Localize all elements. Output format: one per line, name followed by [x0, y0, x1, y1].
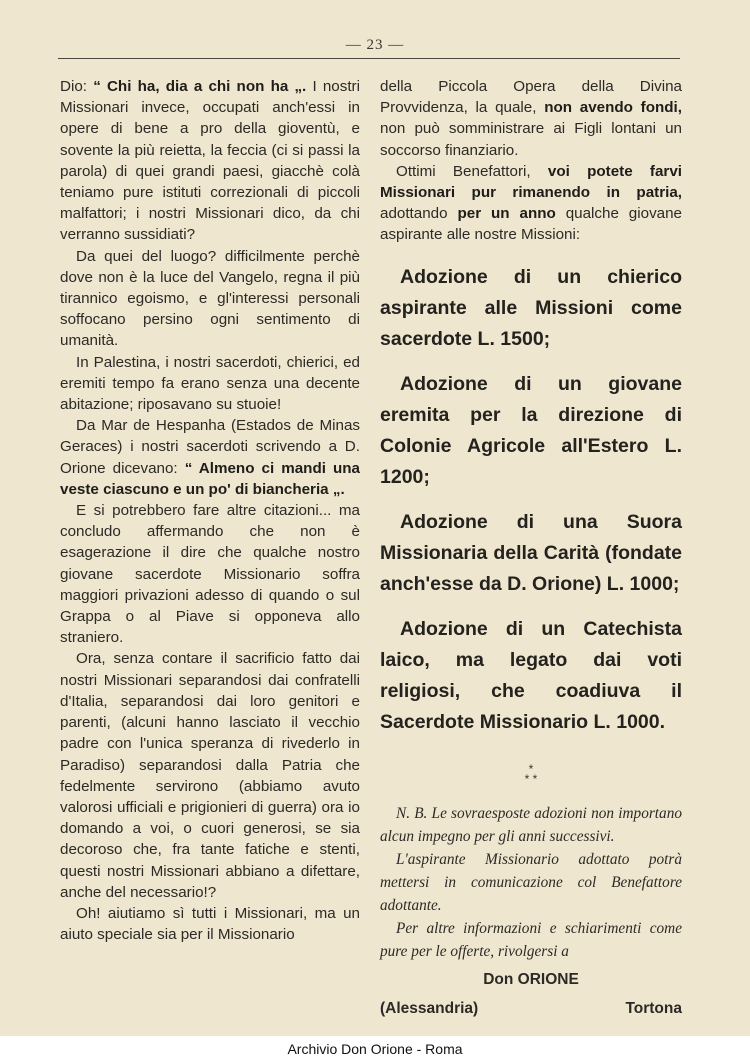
page-number: — 23 —: [345, 37, 405, 53]
paragraph-9: Ottimi Benefattori, voi potete farvi Missionari pur rimanendo in patria, adottando per un anno qualche giovane aspirante alle nostre Missioni:: [380, 162, 683, 244]
signature-province: (Alessandria): [380, 999, 479, 1017]
archive-footer-label: Archivio Don Orione - Roma: [287, 1041, 463, 1057]
paragraph-3: In Palestina, i nostri sacerdoti, chierici, ed eremiti tempo fa erano senza una decente abitazione; riposavano su stuoie!: [60, 353, 360, 414]
paragraph-1: Dio: “ Chi ha, dia a chi non ha „. I nostri Missionari invece, occupati anch'essi in opere di bene a pro della gioventù, e sovente la più reietta, la feccia (ci si passi la parola) di quei grandi paesi, giacchè colà teniamo pure istituti correzionali di piccoli malfattori; i nostri Missionari dico, da chi verranno sussidiati?: [60, 78, 360, 244]
note-contact: L'aspirante Missionario adottato potrà mettersi in comunicazione col Benefattore adottante.: [380, 850, 682, 914]
right-column: [380, 76, 682, 1019]
header-rule: [58, 58, 680, 59]
paragraph-5: E si potrebbero fare altre citazioni... ma concludo affermando che non è esagerazione il dire che qualche nostro giovane sacerdote Missionario soffra maggiori privazioni adesso di quando o sul Grappa o al Piave si opponeva allo straniero.: [60, 502, 360, 647]
signature-place: [380, 998, 682, 1019]
paragraph-8: della Piccola Opera della Divina Provvidenza, la quale, non avendo fondi, non può somministrare ai Figli lontani un soccorso finanziario.: [380, 78, 682, 159]
adoption-item-catechista: Adozione di un Catechista laico, ma legato dai voti religiosi, che coadiuva il Sacerdote Missionario L. 1000.: [380, 617, 682, 733]
asterism-divider: * * *: [524, 761, 538, 786]
signature-city: Tortona: [625, 999, 682, 1017]
paragraph-6: Ora, senza contare il sacrificio fatto dai nostri Missionari separandosi dai confratelli d'Italia, separandosi dai loro genitori e parenti, (alcuni hanno lasciato il vecchio padre con l'unica speranza di rivederlo in Paradiso) separandosi dalla Patria che fedelmente servirono (abbiamo avuto valorosi ufficiali e prigionieri di guerra) ora io domando a voi, o cuori generosi, se sia decoroso che, fra tante fatiche e stenti, questi nostri Missionari abbiano a difettare, anche del necessario!?: [60, 650, 360, 901]
adoption-item-chierico: Adozione di un chierico aspirante alle Missioni come sacerdote L. 1500;: [380, 265, 682, 350]
note-nb: N. B. Le sovraesposte adozioni non importano alcun impegno per gli anni successivi.: [380, 804, 682, 845]
adoption-item-eremita: Adozione di un giovane eremita per la direzione di Colonie Agricole all'Estero L. 1200;: [380, 372, 682, 488]
archive-footer: [0, 1036, 750, 1064]
notes-section: [380, 802, 682, 963]
paragraph-4: Da Mar de Hespanha (Estados de Minas Geraces) i nostri sacerdoti scrivendo a D. Orione dicevano: “ Almeno ci mandi una veste ciascuno e un po' di biancheria „.: [60, 417, 360, 498]
left-column: [60, 76, 360, 945]
paragraph-7: Oh! aiutiamo sì tutti i Missionari, ma un aiuto speciale sia per il Missionario: [60, 904, 360, 944]
signature-name: Don ORIONE: [483, 970, 579, 988]
note-info: Per altre informazioni e schiarimenti come pure per le offerte, rivolgersi a: [380, 919, 682, 960]
paragraph-2: Da quei del luogo? difficilmente perchè dove non è la luce del Vangelo, regna il più tirannico egoismo, e gl'interessi personali soffocano persino ogni sentimento di umanità.: [60, 247, 360, 350]
adoption-item-suora: Adozione di una Suora Missionaria della Carità (fondate anch'esse da D. Orione) L. 1000;: [380, 510, 682, 595]
